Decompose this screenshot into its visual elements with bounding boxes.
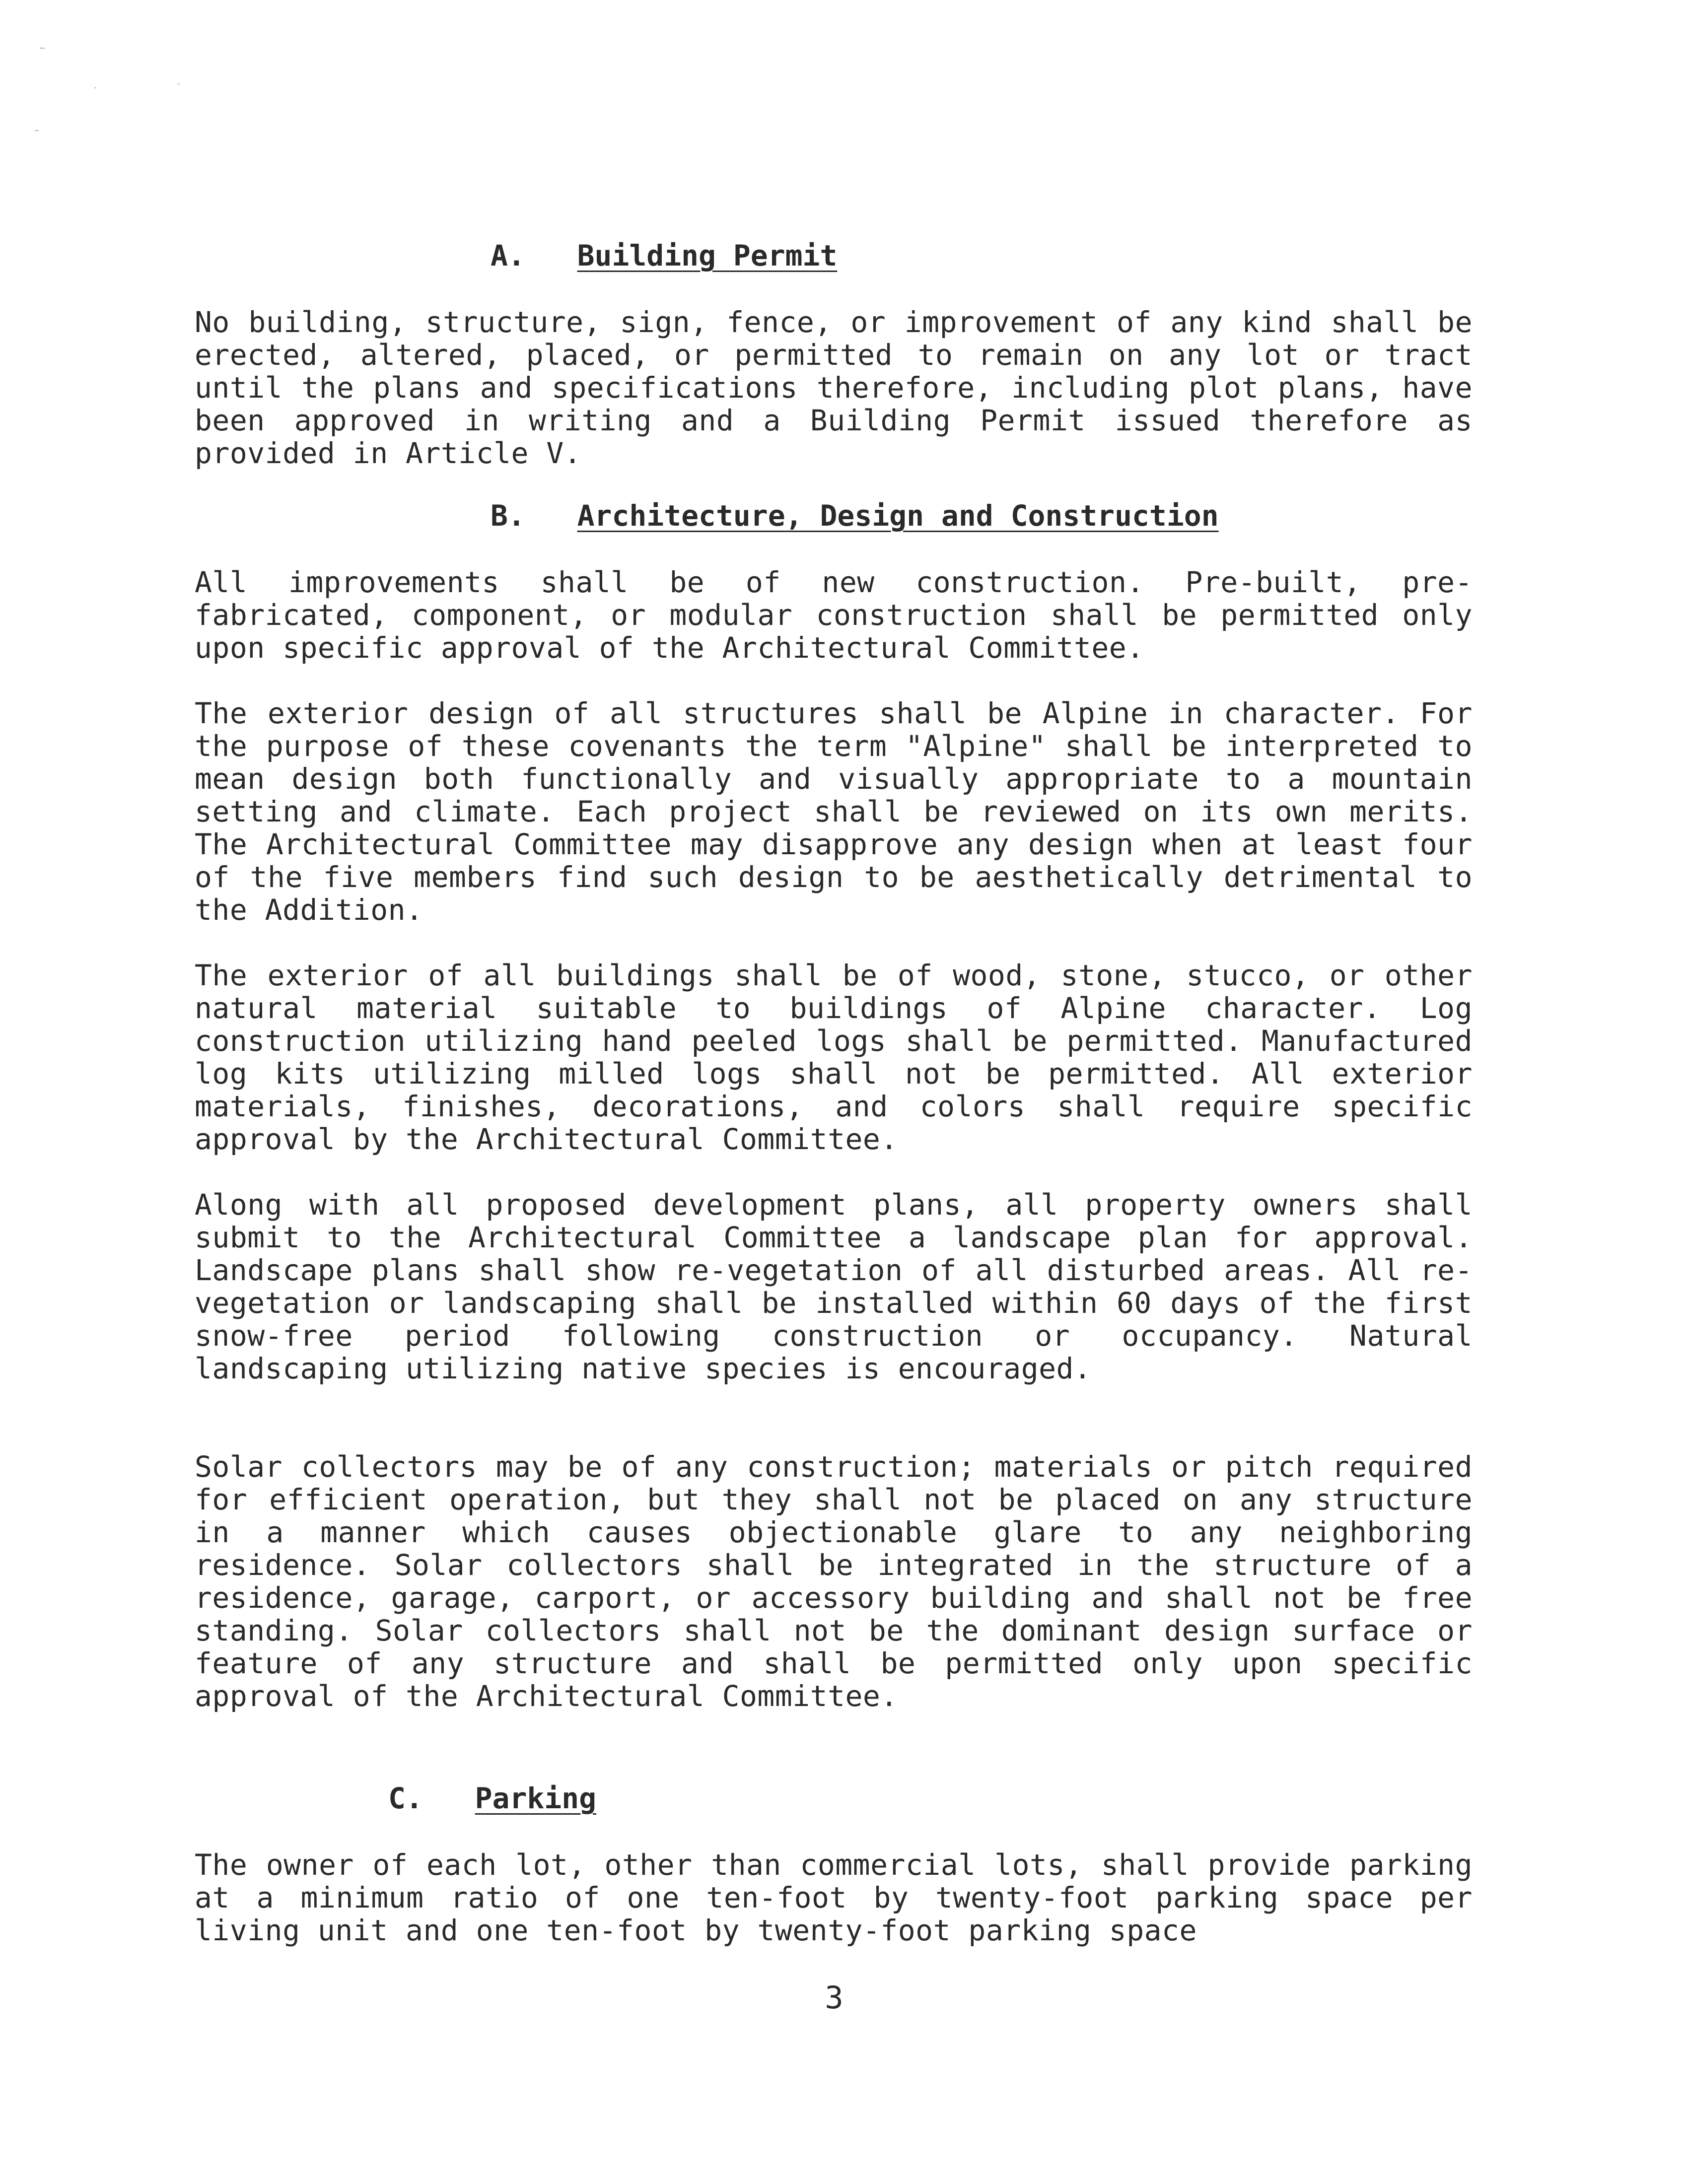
section-a-title: Building Permit: [577, 239, 838, 273]
scan-speck: [94, 87, 96, 88]
section-c-letter: C.: [388, 1781, 423, 1815]
section-a-paragraph-1: No building, structure, sign, fence, or improvement of any kind shall be erected, altered, placed, or permitted to remain on any lot or tract until the plans and specifications therefore, including plot plans, have been approved in writing and a Building Permit issued therefore as provided in Article V.: [195, 305, 1473, 470]
section-b-paragraph-2: The exterior design of all structures shall be Alpine in character. For the purpose of these covenants the term "Alpine" shall be interpreted to mean design both functionally and visually appropriate to a mountain setting and climate. Each project shall be reviewed on its own merits. The Architectural Committee may disapprove any design when at least four of the five members find such design to be aesthetically detrimental to the Addition.: [195, 696, 1473, 927]
scan-speck: [178, 83, 180, 84]
section-b-letter: B.: [491, 499, 525, 533]
scan-speck: [40, 48, 45, 49]
section-b-paragraph-1: All improvements shall be of new construction. Pre-built, pre-fabricated, component, or modular construction shall be permitted only upon specific approval of the Architectural Committee.: [195, 565, 1473, 665]
section-b-heading: [491, 499, 1219, 532]
section-c-title: Parking: [475, 1781, 597, 1815]
section-b-paragraph-3: The exterior of all buildings shall be of wood, stone, stucco, or other natural material suitable to buildings of Alpine character. Log construction utilizing hand peeled logs shall be permitted. Manufactured log kits utilizing milled logs shall not be permitted. All exterior materials, finishes, decorations, and colors shall require specific approval by the Architectural Committee.: [195, 958, 1473, 1156]
section-a-letter: A.: [491, 239, 525, 273]
scan-speck: [35, 130, 39, 131]
page-number: 3: [825, 1979, 844, 2016]
section-a-heading: [491, 239, 837, 272]
section-b-paragraph-4: Along with all proposed development plans, all property owners shall submit to the Architectural Committee a landscape plan for approval. Landscape plans shall show re-vegetation of all disturbed areas. All re-vegetation or landscaping shall be installed within 60 days of the first snow-free period following construction or occupancy. Natural landscaping utilizing native species is encouraged.: [195, 1188, 1473, 1385]
section-b-title: Architecture, Design and Construction: [577, 499, 1219, 533]
section-c-paragraph-1: The owner of each lot, other than commercial lots, shall provide parking at a minimum ratio of one ten-foot by twenty-foot parking space per living unit and one ten-foot by twenty-foot parking space: [195, 1848, 1473, 1947]
section-c-heading: [388, 1782, 596, 1815]
section-b-paragraph-5: Solar collectors may be of any construction; materials or pitch required for efficient operation, but they shall not be placed on any structure in a manner which causes objectionable glare to any neighboring residence. Solar collectors shall be integrated in the structure of a residence, garage, carport, or accessory building and shall not be free standing. Solar collectors shall not be the dominant design surface or feature of any structure and shall be permitted only upon specific approval of the Architectural Committee.: [195, 1450, 1473, 1713]
